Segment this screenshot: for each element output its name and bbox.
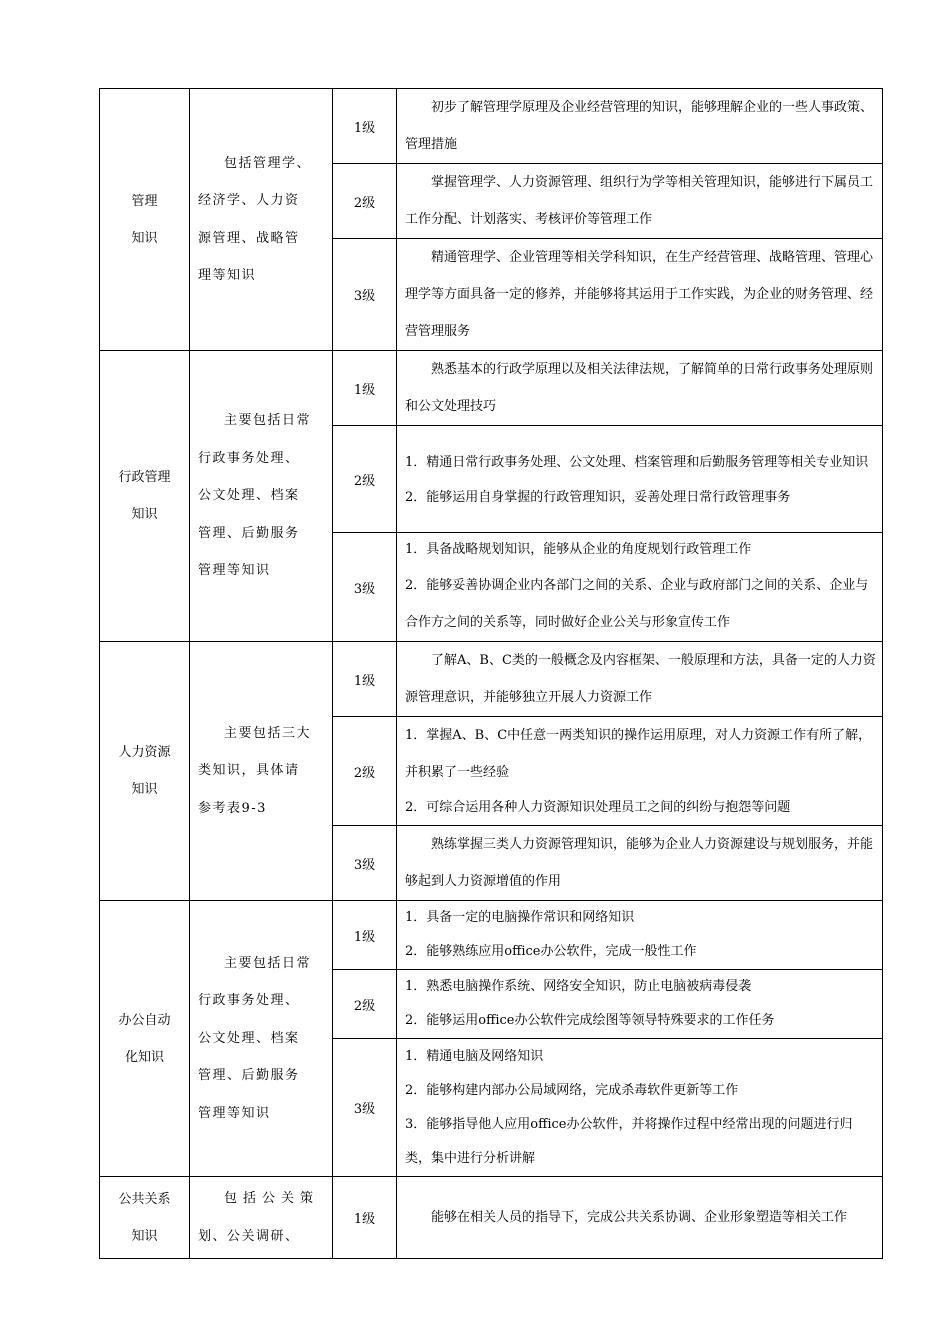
list-item: 1．具备一定的电脑操作常识和网络知识: [405, 910, 635, 925]
category-line: 管理: [131, 193, 158, 209]
scope-line: 管理等知识: [198, 1105, 271, 1121]
category-line: 知识: [131, 230, 158, 246]
level-cell: 2级: [333, 717, 397, 826]
level-cell: 2级: [333, 426, 397, 533]
level-cell: 1级: [333, 901, 397, 970]
scope-line: 包括管理学、: [224, 155, 312, 171]
table-row: [100, 89, 883, 164]
category-cell: [100, 351, 190, 642]
scope-cell: [190, 901, 333, 1177]
level-cell: 2级: [333, 164, 397, 239]
description-cell: [397, 717, 883, 826]
scope-line: 管理等知识: [198, 563, 271, 579]
level-cell: 3级: [333, 826, 397, 901]
category-line: 化知识: [124, 1049, 164, 1065]
description-cell: [397, 351, 883, 426]
scope-line: 公文处理、档案: [198, 1030, 300, 1046]
scope-line: 主要包括日常: [224, 413, 312, 429]
category-line: 知识: [131, 782, 158, 797]
scope-line: 划、公关调研、: [198, 1228, 300, 1244]
scope-line: 行政事务处理、: [198, 993, 300, 1009]
table-row: [100, 642, 883, 717]
category-cell: [100, 89, 190, 351]
description-text: 掌握管理学、人力资源管理、组织行为学等相关管理知识，能够进行下属员工工作分配、计划落实、考核评价等管理工作: [405, 175, 874, 227]
scope-line: 主要包括日常: [224, 955, 312, 971]
list-item: 1．精通电脑及网络知识: [405, 1048, 544, 1064]
level-cell: 3级: [333, 239, 397, 351]
scope-line: 管理、后勤服务: [198, 525, 300, 541]
description-cell: [397, 826, 883, 901]
description-cell: [397, 533, 883, 642]
category-line: 办公自动: [118, 1012, 171, 1028]
description-cell: [397, 89, 883, 164]
scope-cell: [190, 1177, 333, 1259]
description-text: 精通管理学、企业管理等相关学科知识，在生产经营管理、战略管理、管理心理学等方面具备一定的修养，并能够将其运用于工作实践，为企业的财务管理、经营管理服务: [405, 250, 874, 339]
scope-cell: [190, 642, 333, 901]
list-item: 1．具备战略规划知识，能够从企业的角度规划行政管理工作: [405, 542, 752, 557]
list-item: 2．能够妥善协调企业内各部门之间的关系、企业与政府部门之间的关系、企业与合作方之间的关系等，同时做好企业公关与形象宣传工作: [405, 578, 869, 630]
description-text: 了解A、B、C类的一般概念及内容框架、一般原理和方法，具备一定的人力资源管理意识，并能够独立开展人力资源工作: [405, 653, 876, 705]
category-line: 知识: [131, 1228, 158, 1244]
level-cell: 3级: [333, 1039, 397, 1177]
level-cell: 1级: [333, 351, 397, 426]
scope-line: 经济学、人力资: [198, 193, 300, 208]
description-cell: [397, 164, 883, 239]
list-item: 2．能够运用自身掌握的行政管理知识，妥善处理日常行政管理事务: [405, 489, 791, 505]
description-text: 初步了解管理学原理及企业经营管理的知识，能够理解企业的一些人事政策、管理措施: [405, 100, 874, 152]
category-line: 公共关系: [118, 1191, 171, 1207]
description-text: 熟练掌握三类人力资源管理知识，能够为企业人力资源建设与规划服务，并能够起到人力资源增值的作用: [405, 837, 874, 889]
competency-table: [99, 88, 883, 1259]
table-row: [100, 351, 883, 426]
list-item: 3．能够指导他人应用office办公软件，并将操作过程中经常出现的问题进行归类，集中进行分析讲解: [405, 1116, 853, 1166]
level-cell: 3级: [333, 533, 397, 642]
level-cell: 1级: [333, 89, 397, 164]
category-cell: [100, 1177, 190, 1259]
category-line: 人力资源: [118, 745, 171, 760]
list-item: 1．精通日常行政事务处理、公文处理、档案管理和后勤服务管理等相关专业知识: [405, 454, 869, 470]
level-cell: 1级: [333, 1177, 397, 1259]
scope-line: 理等知识: [198, 268, 257, 283]
description-cell: [397, 1039, 883, 1177]
scope-line: 公文处理、档案: [198, 488, 300, 504]
list-item: 1．熟悉电脑操作系统、网络安全知识，防止电脑被病毒侵袭: [405, 979, 752, 994]
level-cell: 2级: [333, 970, 397, 1039]
table-row: [100, 901, 883, 970]
description-text: 能够在相关人员的指导下，完成公共关系协调、企业形象塑造等相关工作: [431, 1210, 848, 1225]
scope-cell: [190, 351, 333, 642]
scope-line: 源管理、战略管: [198, 230, 300, 246]
scope-line: 参考表9-3: [198, 800, 267, 816]
list-item: 1．掌握A、B、C中任意一两类知识的操作运用原理，对人力资源工作有所了解，并积累了一些经验: [405, 728, 872, 780]
description-cell: [397, 1177, 883, 1259]
scope-line: 类知识，具体请: [198, 763, 300, 779]
description-cell: [397, 426, 883, 533]
description-cell: [397, 970, 883, 1039]
description-cell: [397, 901, 883, 970]
description-cell: [397, 239, 883, 351]
scope-line: 主要包括三大: [224, 725, 312, 741]
description-text: 熟悉基本的行政学原理以及相关法律法规，了解简单的日常行政事务处理原则和公文处理技巧: [405, 362, 874, 414]
table-row: [100, 1177, 883, 1259]
category-line: 知识: [131, 507, 158, 522]
category-cell: [100, 642, 190, 901]
scope-line: 包括公关策: [224, 1191, 320, 1206]
list-item: 2．能够熟练应用office办公软件，完成一般性工作: [405, 944, 697, 959]
list-item: 2．能够构建内部办公局域网络，完成杀毒软件更新等工作: [405, 1082, 739, 1098]
category-cell: [100, 901, 190, 1177]
level-cell: 1级: [333, 642, 397, 717]
scope-line: 行政事务处理、: [198, 450, 300, 466]
scope-line: 管理、后勤服务: [198, 1068, 300, 1084]
list-item: 2．可综合运用各种人力资源知识处理员工之间的纠纷与抱怨等问题: [405, 800, 791, 815]
category-line: 行政管理: [118, 470, 171, 485]
description-cell: [397, 642, 883, 717]
list-item: 2．能够运用office办公软件完成绘图等领导特殊要求的工作任务: [405, 1013, 775, 1028]
scope-cell: [190, 89, 333, 351]
